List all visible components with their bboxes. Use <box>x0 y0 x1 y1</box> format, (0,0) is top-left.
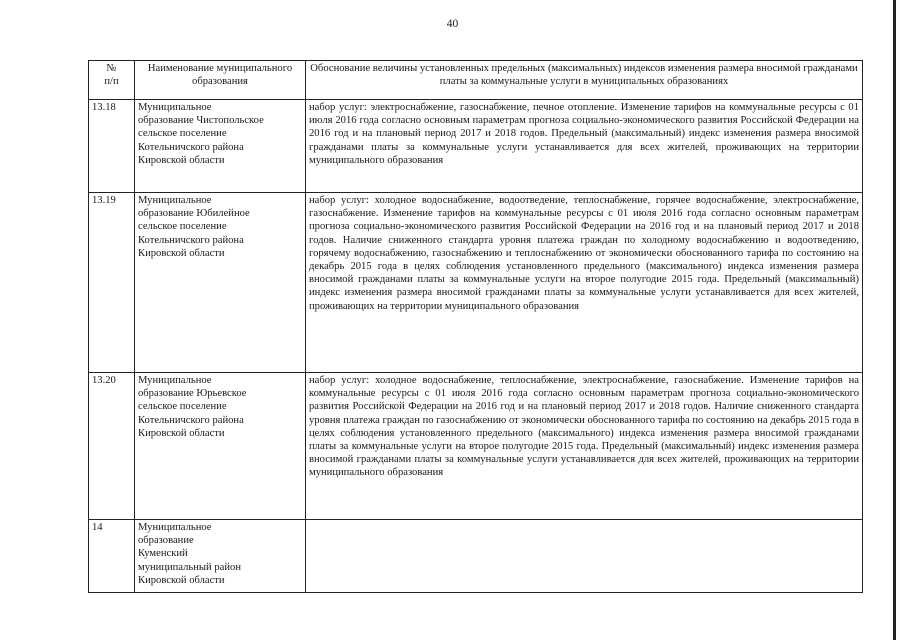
table-row <box>89 193 863 373</box>
table-row <box>89 100 863 193</box>
row-number: 14 <box>89 520 135 593</box>
header-number: № п/п <box>89 61 135 100</box>
scan-edge-line <box>893 0 896 640</box>
municipality-name: Муниципальное образование Юрьевское сельское поселение Котельничского района Кировской области <box>135 373 306 520</box>
row-number: 13.19 <box>89 193 135 373</box>
tariff-table <box>88 60 863 593</box>
row-number: 13.18 <box>89 100 135 193</box>
table-row <box>89 373 863 520</box>
municipality-name: Муниципальное образование Юбилейное сельское поселение Котельничского района Кировской области <box>135 193 306 373</box>
justification-text <box>306 520 863 593</box>
justification-text: набор услуг: холодное водоснабжение, теплоснабжение, электроснабжение, газоснабжение. Изменение тарифов на коммунальные ресурсы с 01 июля 2016 года согласно основным параметрам прогноза социально-экономического развития Российской Федерации на 2016 год и на плановый период 2017 и 2018 годов. Наличие сниженного стандарта уровня платежа граждан по газоснабжению от экономически обоснованного тарифа по состоянию на декабрь 2015 года в целях соблюдения установленного предельного (максимального) индекса изменения размера вносимой гражданами платы за коммунальные услуги на второе полугодие 2015 года. Предельный (максимальный) индекс изменения размера вносимой гражданами платы за коммунальные услуги устанавливается для всех жителей, проживающих на территории муниципального образования <box>306 373 863 520</box>
header-justification: Обоснование величины установленных предельных (максимальных) индексов изменения размера вносимой гражданами платы за коммунальные услуги в муниципальных образованиях <box>306 61 863 100</box>
municipality-name: Муниципальное образование Чистопольское сельское поселение Котельничского района Кировской области <box>135 100 306 193</box>
header-municipality-name: Наименование муниципального образования <box>135 61 306 100</box>
table-row <box>89 520 863 593</box>
justification-text: набор услуг: холодное водоснабжение, водоотведение, теплоснабжение, горячее водоснабжение, электроснабжение, газоснабжение. Изменение тарифов на коммунальные ресурсы с 01 июля 2016 года согласно основным параметрам прогноза социально-экономического развития Российской Федерации на 2016 год и на плановый период 2017 и 2018 годов. Наличие сниженного стандарта уровня платежа граждан по холодному водоснабжению и водоотведению, горячему водоснабжению, газоснабжению и теплоснабжению от экономически обоснованного тарифа по состоянию на декабрь 2015 года в целях соблюдения установленного предельного (максимального) индекса изменения размера вносимой гражданами платы за коммунальные услуги на второе полугодие 2015 года. Предельный (максимальный) индекс изменения размера вносимой гражданами платы за коммунальные услуги устанавливается для всех жителей, проживающих на территории муниципального образования <box>306 193 863 373</box>
justification-text: набор услуг: электроснабжение, газоснабжение, печное отопление. Изменение тарифов на коммунальные ресурсы с 01 июля 2016 года согласно основным параметрам прогноза социально-экономического развития Российской Федерации на 2016 год и на плановый период 2017 и 2018 годов. Предельный (максимальный) индекс изменения размера вносимой гражданами платы за коммунальные услуги устанавливается для всех жителей, проживающих на территории муниципального образования <box>306 100 863 193</box>
row-number: 13.20 <box>89 373 135 520</box>
municipality-name: Муниципальное образование Куменский муниципальный район Кировской области <box>135 520 306 593</box>
page-number: 40 <box>446 18 459 30</box>
table-header-row <box>89 61 863 100</box>
